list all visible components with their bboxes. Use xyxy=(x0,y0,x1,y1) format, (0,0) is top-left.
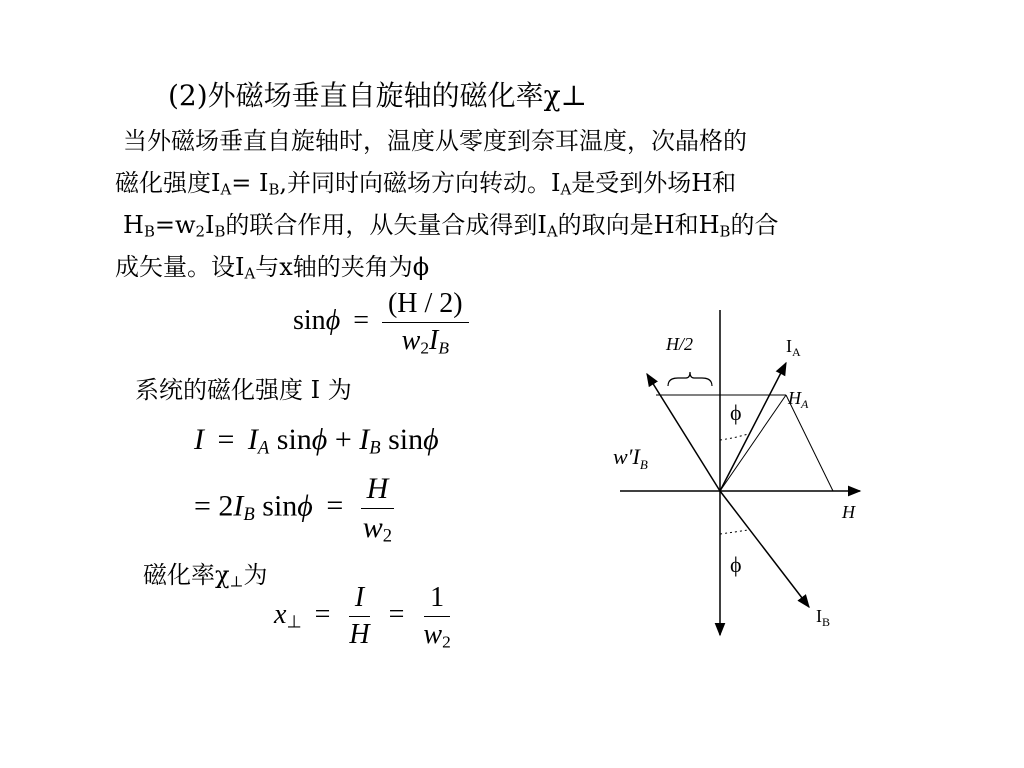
vector-diagram xyxy=(590,300,880,650)
w-ib-vector xyxy=(647,374,720,491)
description-paragraph xyxy=(115,120,885,288)
paragraph-line-2: 磁化强度$I_A= I_B$,并同时向磁场方向转动。$I_A$是受到外场H和 xyxy=(115,169,737,199)
w-ib-label: $w'I_B$ xyxy=(613,444,648,472)
ia-label: $I_A$ xyxy=(786,336,801,359)
parallelogram-right xyxy=(786,395,833,491)
paragraph-line-3: $H_B=w_2I_B$的联合作用，从矢量合成得到$I_A$的取向是H和$H_B$的合 xyxy=(123,211,779,241)
h-half-label: H/2 xyxy=(666,334,693,354)
h-axis-label: H xyxy=(842,502,855,522)
ib-label: $I_B$ xyxy=(816,606,831,629)
equation-susceptibility: $x_\perp$ = $\frac{I}{H}$ = $\frac{1}{w_2}$ xyxy=(274,582,451,652)
h-half-brace xyxy=(668,372,712,386)
paragraph-line-4: 成矢量。设$I_A$与x轴的夹角为ϕ xyxy=(115,253,430,283)
equation-simplified: = $2I_B$ sinϕ = $\frac{H}{w_2}$ xyxy=(194,472,398,545)
phi-top-label: ϕ xyxy=(730,400,742,425)
equation-total-magnetization: $I = I_A$ $\sin\phi + I_B$ sinϕ xyxy=(194,423,439,459)
phi-bottom-label: ϕ xyxy=(730,552,742,577)
ha-label: $H_A$ xyxy=(788,388,809,411)
paragraph-line-1: 当外磁场垂直自旋轴时，温度从零度到奈耳温度，次晶格的 xyxy=(123,127,747,155)
system-magnetization-label: 系统的磁化强度 I 为 xyxy=(135,376,352,404)
angle-arc-bottom xyxy=(720,530,748,534)
angle-arc-top xyxy=(720,434,748,440)
susceptibility-label: 磁化率$\chi_\perp$为 xyxy=(143,561,268,591)
ib-vector xyxy=(720,491,809,607)
equation-sin-phi: sinϕ = $\frac{(H / 2)}{w_2I_B}$ xyxy=(293,288,469,357)
section-title: (2)外磁场垂直自旋轴的磁化率χ⊥ xyxy=(168,79,587,112)
ia-vector xyxy=(720,363,786,491)
